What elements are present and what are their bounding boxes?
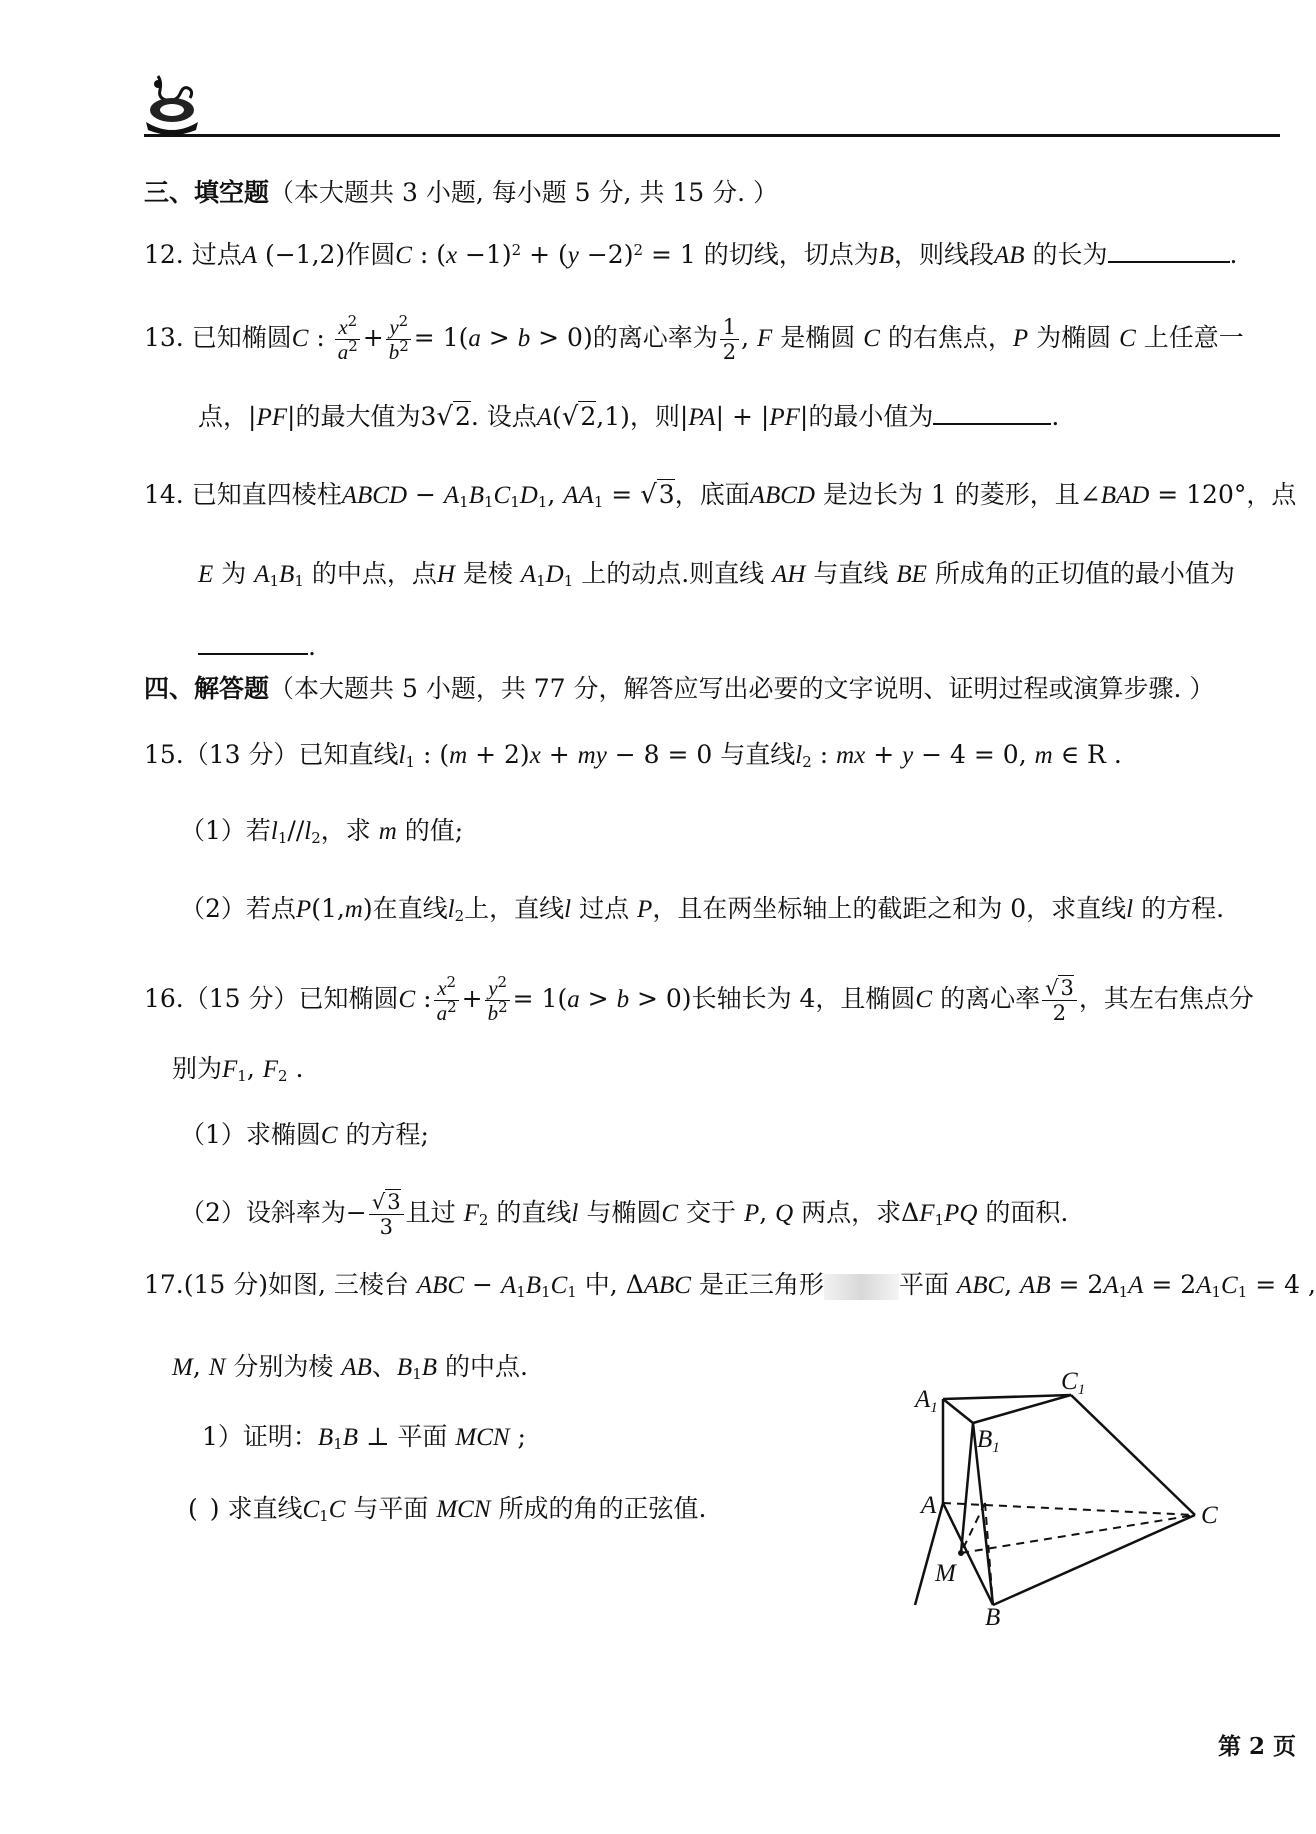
question-15-part1: （1）若$l_1//l_2$，求 m 的值; [180, 816, 464, 847]
q17-number: 17. [144, 1270, 184, 1299]
q17-text: ( [188, 1494, 198, 1523]
question-16: 16.（15 分）已知椭圆C : $\frac{x^2}{a^2}$ + $\frac{y^2}{b^2}$ = 1(a > b > 0)长轴长为 4，且椭圆C 的离心率 $\frac{√3}{2}$ ，其左右焦点分 [144, 973, 1254, 1025]
question-16-line2: 别为$F_1$, $F_2$ . [172, 1054, 304, 1085]
q15-text: 的值; [404, 816, 464, 845]
header-rule [144, 134, 1280, 137]
q14-text: 的中点，点 [311, 559, 437, 588]
question-15-part2: （2）若点P(1,m)在直线$l_2$上，直线l 过点 P，且在两坐标轴上的截距之和为 0，求直线l 的方程. [180, 894, 1225, 925]
q12-text: 的长为 [1032, 240, 1108, 269]
section3-heading [144, 176, 778, 210]
q15-number: 15. [144, 740, 184, 769]
q15-text: 的方程. [1141, 894, 1225, 923]
q14-text: 上的动点.则直线 [581, 559, 765, 588]
q15-text: 上，直线 [464, 894, 565, 923]
label-b1: $B_1$ [977, 1426, 1000, 1456]
section3-title: 三、填空题 [144, 178, 270, 207]
school-crest-logo [140, 70, 204, 136]
q17-text: 所成的角的正弦值. [498, 1494, 707, 1523]
q17-text: 与平面 [353, 1494, 429, 1523]
q16-text: 的离心率 [940, 984, 1041, 1013]
label-c: C [1201, 1502, 1218, 1529]
q14-text: ，底面 [674, 480, 750, 509]
hidden-edges [943, 1503, 1195, 1605]
q13-text: . 设点 [470, 402, 537, 431]
question-14: 14. 已知直四棱柱ABCD − $A_1B_1C_1D_1$, $AA_1 = √3$，底面ABCD 是边长为 1 的菱形，且∠BAD = 120°，点 [144, 480, 1297, 511]
q14-text: ，点 [1246, 480, 1297, 509]
q12-text: 过点 [191, 240, 242, 269]
frustum-figure [885, 1368, 1235, 1631]
q14-number: 14. [144, 480, 184, 509]
q13-text: 是椭圆 [780, 323, 856, 352]
q13-text: 的右焦点， [887, 323, 1013, 352]
q17-text: 是正三角形 [698, 1270, 824, 1299]
q16-text: 的直线 [496, 1198, 572, 1227]
section4-note: （本大题共 5 小题，共 77 分，解答应写出必要的文字说明、证明过程或演算步骤. ） [269, 674, 1215, 703]
q14-text: 是边长为 1 的菱形，且 [822, 480, 1080, 509]
q16-text: 交于 [685, 1198, 736, 1227]
q16-text: 且过 [405, 1198, 456, 1227]
question-15: 15.（13 分）已知直线$l_1$ : (m + 2)x + my − 8 = 0 与直线$l_2$ : mx + y − 4 = 0, m ∈ R . [144, 740, 1122, 771]
q15-text: 在直线 [372, 894, 448, 923]
question-13: 13. 已知椭圆C : $\frac{x^2}{a^2}$ + $\frac{y^2}{b^2}$ = 1(a > b > 0)的离心率为 $\frac{1}{2}$ , F 是椭圆 C 的右焦点，P 为椭圆 C 上任意一 [144, 312, 1244, 364]
q13-text: 的离心率为 [592, 323, 718, 352]
q16-number: 16. [144, 984, 184, 1013]
section4-heading [144, 672, 1214, 706]
figure-edges [915, 1395, 1195, 1605]
edge-b1-c1 [973, 1395, 1071, 1423]
q17-text: ) 求直线 [209, 1494, 303, 1523]
q16-score: （15 分） [183, 984, 299, 1013]
q13-text: ，则 [629, 402, 680, 431]
q12-number: 12. [144, 240, 184, 269]
question-14-line2: E 为 $A_1B_1$ 的中点，点H 是棱 $A_1D_1$ 上的动点.则直线 AH 与直线 BE 所成角的正切值的最小值为 [198, 559, 1235, 590]
q17-text: 平面 [898, 1270, 949, 1299]
q17-text: 中, [584, 1270, 618, 1299]
q15-text: （2）若点 [180, 894, 296, 923]
q15-score: （13 分） [183, 740, 299, 769]
q16-text: （2）设斜率为 [180, 1198, 346, 1227]
question-17-part1: 1）证明：$B_1B$ ⊥ 平面 MCN ; [202, 1422, 526, 1453]
q14-text: 为 [221, 559, 247, 588]
question-14-line3: . [198, 630, 316, 664]
q15-text: 已知直线 [298, 740, 399, 769]
edge-b-c [993, 1515, 1195, 1605]
section4-title: 四、解答题 [144, 674, 270, 703]
segment-m-c-hidden [961, 1515, 1195, 1553]
q17-text: 的中点. [444, 1352, 528, 1381]
edge-a1-b1 [943, 1399, 973, 1423]
q17-text: 1）证明： [202, 1422, 318, 1451]
q12-text: 的切线，切点为 [703, 240, 879, 269]
question-13-line2: 点，|PF|的最大值为3√2. 设点A(√2,1)，则|PA| + |PF|的最小值为 . [198, 402, 1060, 432]
q14-text: 与直线 [813, 559, 889, 588]
q16-text: 的方程; [345, 1120, 429, 1149]
q16-text: ，其左右焦点分 [1078, 984, 1254, 1013]
answer-blank [933, 401, 1051, 425]
question-12: 12. 过点A (−1,2)作圆C : $(x -1)^2 + (y -2)^2 = 1$ 的切线，切点为B，则线段AB 的长为 . [144, 240, 1238, 269]
q16-text: 的面积. [985, 1198, 1069, 1227]
question-17-line2: M, N 分别为棱 AB、$B_1B$ 的中点. [172, 1352, 528, 1383]
q15-text: 与直线 [720, 740, 796, 769]
q13-text: 的最大值为 [295, 402, 421, 431]
q13-text: 已知椭圆 [191, 323, 292, 352]
question-16-part2: （2）设斜率为− $\frac{√3}{3}$ 且过 $F_2$ 的直线l 与椭圆C 交于 P, Q 两点，求$\Delta F_1PQ$ 的面积. [180, 1190, 1069, 1239]
section3-note: （本大题共 3 小题, 每小题 5 分, 共 15 分. ） [269, 178, 779, 207]
page-number: 第 2 页 [1218, 1733, 1297, 1760]
q16-text: 与椭圆 [586, 1198, 662, 1227]
q16-text: 长轴长为 4，且椭圆 [691, 984, 916, 1013]
q13-text: 点， [198, 402, 249, 431]
label-a1: $A_1$ [915, 1386, 938, 1416]
label-c1: $C_1$ [1061, 1368, 1086, 1398]
q13-text: 为椭圆 [1036, 323, 1112, 352]
label-m: M [935, 1560, 956, 1587]
q13-text: 上任意一 [1143, 323, 1244, 352]
q15-text: ，求 [320, 816, 371, 845]
edge-c1-c [1071, 1395, 1195, 1515]
question-17-part2: ( ) 求直线$C_1C$ 与平面 MCN 所成的角的正弦值. [188, 1494, 707, 1525]
q13-text: 的最小值为 [808, 402, 934, 431]
q14-text: 已知直四棱柱 [191, 480, 342, 509]
question-16-part1: （1）求椭圆C 的方程; [180, 1120, 429, 1149]
q15-text: ，且在两坐标轴上的截距之和为 0，求直线 [652, 894, 1127, 923]
q16-text: （1）求椭圆 [180, 1120, 321, 1149]
label-a: A [921, 1492, 937, 1519]
q13-number: 13. [144, 323, 184, 352]
q17-score: (15 分) [183, 1270, 269, 1299]
edge-a1-c1 [943, 1395, 1071, 1399]
q16-text: 已知椭圆 [298, 984, 399, 1013]
answer-blank [1108, 239, 1230, 263]
q15-text: 过点 [579, 894, 630, 923]
q16-text: 两点，求 [801, 1198, 902, 1227]
answer-blank [198, 631, 308, 655]
q12-text: 作圆 [345, 240, 396, 269]
q16-text: 别为 [172, 1054, 223, 1083]
q14-text: 所成角的正切值的最小值为 [934, 559, 1235, 588]
q14-text: 是棱 [462, 559, 513, 588]
q12-text: ，则线段 [894, 240, 995, 269]
blurred-region [824, 1274, 899, 1300]
point-m [958, 1550, 964, 1556]
q17-text: 分别为棱 [233, 1352, 334, 1381]
q15-text: （1）若 [180, 816, 271, 845]
q17-text: 平面 [397, 1422, 448, 1451]
question-17: 17.(15 分)如图, 三棱台 ABC − $A_1B_1C_1$ 中, ΔABC 是正三角形 平面 ABC, AB = $2A_1A = 2A_1C_1 = 4$ , [144, 1270, 1316, 1301]
q17-text: 如图, 三棱台 [268, 1270, 409, 1299]
label-b: B [985, 1604, 1001, 1631]
